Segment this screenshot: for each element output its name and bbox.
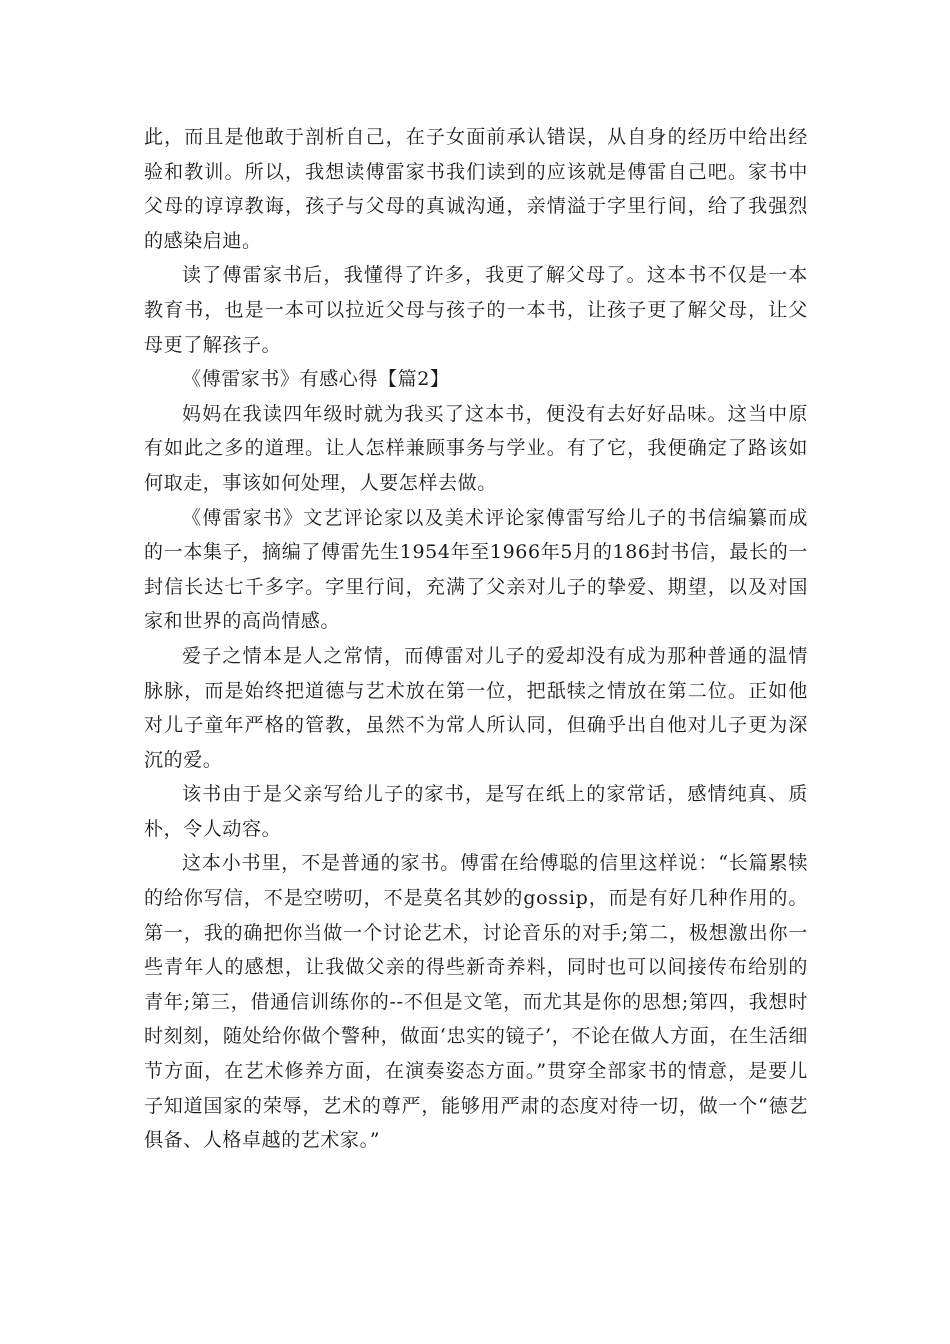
paragraph: 这本小书里，不是普通的家书。傅雷在给傅聪的信里这样说：“长篇累犊的给你写信，不是空唠叨，不是莫名其妙的gossip，而是有好几种作用的。第一，我的确把你当做一个讨论艺术，讨论音乐的对手;第二，极想激出你一些青年人的感想，让我做父亲的得些新奇养料，同时也可以间接传布给别的青年;第三，借通信训练你的--不但是文笔，而尤其是你的思想;第四，我想时时刻刻，随处给你做个警种，做面‘忠实的镜子’，不论在做人方面，在生活细节方面，在艺术修养方面，在演奏姿态方面。”贯穿全部家书的情意，是要儿子知道国家的荣辱，艺术的尊严，能够用严肃的态度对待一切，做一个“德艺俱备、人格卓越的艺术家。”	[144, 852, 808, 1152]
paragraph: 该书由于是父亲写给儿子的家书，是写在纸上的家常话，感情纯真、质朴，令人动容。	[144, 783, 808, 840]
paragraph: 读了傅雷家书后，我懂得了许多，我更了解父母了。这本书不仅是一本教育书，也是一本可以拉近父母与孩子的一本书，让孩子更了解父母，让父母更了解孩子。	[144, 264, 808, 356]
paragraph: 《傅雷家书》文艺评论家以及美术评论家傅雷写给儿子的书信编纂而成的一本集子，摘编了傅雷先生1954年至1966年5月的186封书信，最长的一封信长达七千多字。字里行间，充满了父亲对儿子的挚爱、期望，以及对国家和世界的高尚情感。	[144, 506, 808, 633]
paragraph: 妈妈在我读四年级时就为我买了这本书，便没有去好好品味。这当中原有如此之多的道理。让人怎样兼顾事务与学业。有了它，我便确定了路该如何取走，事该如何处理，人要怎样去做。	[144, 402, 808, 494]
section-heading: 《傅雷家书》有感心得【篇2】	[182, 368, 450, 391]
document-body	[144, 120, 808, 1158]
paragraph: 爱子之情本是人之常情，而傅雷对儿子的爱却没有成为那种普通的温情脉脉，而是始终把道德与艺术放在第一位，把舐犊之情放在第二位。正如他对儿子童年严格的管教，虽然不为常人所认同，但确乎出自他对儿子更为深沉的爱。	[144, 644, 808, 771]
paragraph-continuation: 此，而且是他敢于剖析自己，在子女面前承认错误，从自身的经历中给出经验和教训。所以，我想读傅雷家书我们读到的应该就是傅雷自己吧。家书中父母的谆谆教诲，孩子与父母的真诚沟通，亲情溢于字里行间，给了我强烈的感染启迪。	[144, 126, 808, 252]
